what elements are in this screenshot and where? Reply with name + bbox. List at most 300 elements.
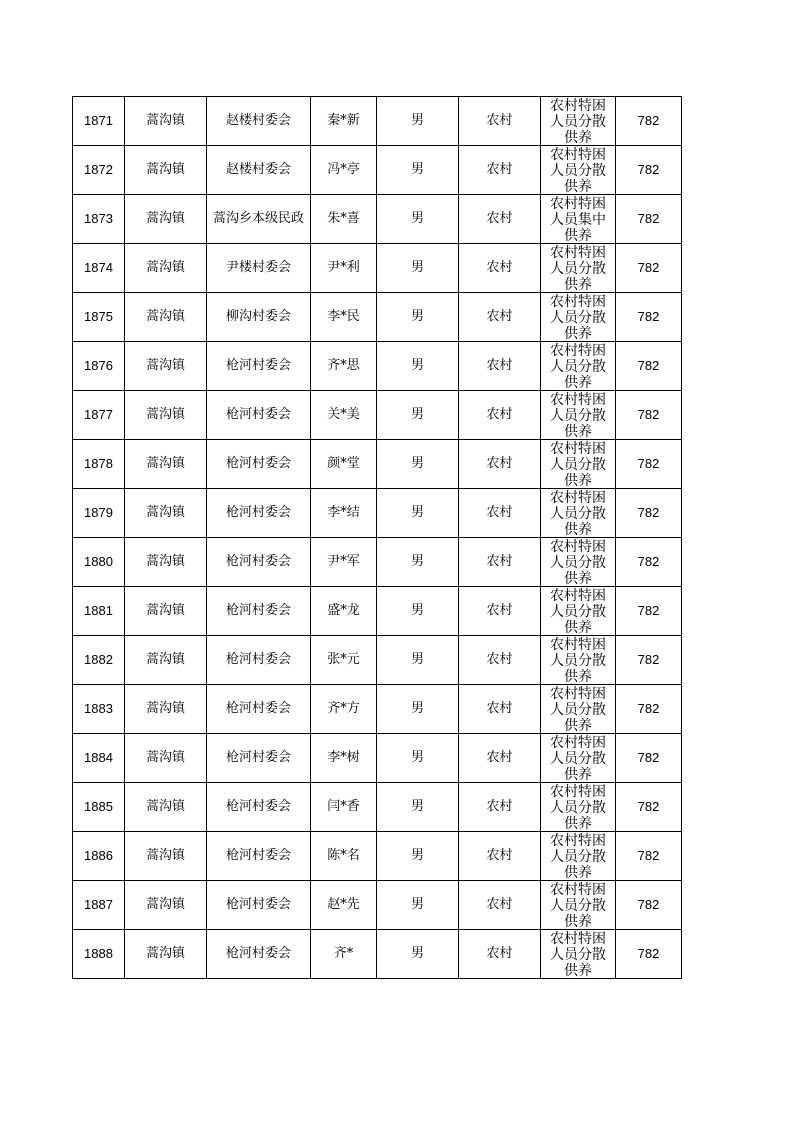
village-committee-cell-text: 赵楼村委会	[225, 113, 291, 128]
town-cell-text: 蒿沟镇	[145, 309, 185, 324]
gender-cell-text: 男	[410, 554, 424, 569]
table-row	[73, 244, 682, 293]
amount-cell	[616, 244, 682, 293]
gender-cell-text: 男	[410, 652, 424, 667]
residence-type-cell-text: 农村	[486, 505, 513, 520]
gender-cell-text: 男	[410, 946, 424, 961]
amount-cell-text: 782	[637, 407, 660, 422]
serial-number-cell	[73, 440, 125, 489]
amount-cell	[616, 783, 682, 832]
village-committee-cell	[207, 832, 311, 881]
residence-type-cell-text: 农村	[486, 113, 513, 128]
serial-number-cell	[73, 587, 125, 636]
residence-type-cell	[459, 538, 541, 587]
support-category-cell	[541, 783, 616, 832]
support-category-cell	[541, 195, 616, 244]
person-name-cell	[311, 636, 377, 685]
village-committee-cell	[207, 97, 311, 146]
residence-type-cell-text: 农村	[486, 799, 513, 814]
gender-cell-text: 男	[410, 848, 424, 863]
table-row	[73, 97, 682, 146]
serial-number-cell	[73, 538, 125, 587]
town-cell	[125, 587, 207, 636]
residence-type-cell-text: 农村	[486, 211, 513, 226]
person-name-cell-text: 关*美	[327, 407, 360, 422]
support-category-cell-text: 农村特困人员分散供养	[550, 686, 606, 733]
serial-number-cell	[73, 783, 125, 832]
amount-cell	[616, 538, 682, 587]
support-category-cell	[541, 930, 616, 979]
amount-cell	[616, 930, 682, 979]
residence-type-cell	[459, 685, 541, 734]
village-committee-cell	[207, 587, 311, 636]
gender-cell-text: 男	[410, 456, 424, 471]
amount-cell-text: 782	[637, 701, 660, 716]
gender-cell-text: 男	[410, 260, 424, 275]
amount-cell-text: 782	[637, 750, 660, 765]
gender-cell-text: 男	[410, 701, 424, 716]
serial-number-cell-text: 1880	[84, 554, 113, 569]
serial-number-cell	[73, 685, 125, 734]
town-cell-text: 蒿沟镇	[145, 162, 185, 177]
residence-type-cell	[459, 97, 541, 146]
residence-type-cell	[459, 195, 541, 244]
gender-cell	[377, 146, 459, 195]
amount-cell-text: 782	[637, 799, 660, 814]
table-row	[73, 832, 682, 881]
amount-cell	[616, 881, 682, 930]
serial-number-cell-text: 1871	[84, 113, 113, 128]
gender-cell	[377, 391, 459, 440]
town-cell	[125, 783, 207, 832]
person-name-cell-text: 颜*堂	[327, 456, 360, 471]
support-category-cell-text: 农村特困人员分散供养	[550, 245, 606, 292]
serial-number-cell	[73, 636, 125, 685]
person-name-cell-text: 齐*方	[327, 701, 360, 716]
amount-cell-text: 782	[637, 652, 660, 667]
table-row	[73, 293, 682, 342]
residence-type-cell-text: 农村	[486, 946, 513, 961]
residence-type-cell-text: 农村	[486, 652, 513, 667]
serial-number-cell	[73, 97, 125, 146]
town-cell	[125, 97, 207, 146]
village-committee-cell	[207, 244, 311, 293]
town-cell	[125, 685, 207, 734]
village-committee-cell	[207, 734, 311, 783]
gender-cell-text: 男	[410, 211, 424, 226]
support-category-cell	[541, 342, 616, 391]
town-cell-text: 蒿沟镇	[145, 848, 185, 863]
beneficiary-table	[72, 96, 682, 979]
village-committee-cell-text: 枪河村委会	[225, 897, 291, 912]
person-name-cell	[311, 195, 377, 244]
gender-cell	[377, 685, 459, 734]
table-row	[73, 636, 682, 685]
residence-type-cell	[459, 391, 541, 440]
residence-type-cell	[459, 783, 541, 832]
residence-type-cell	[459, 832, 541, 881]
residence-type-cell-text: 农村	[486, 162, 513, 177]
gender-cell-text: 男	[410, 505, 424, 520]
gender-cell	[377, 489, 459, 538]
village-committee-cell	[207, 440, 311, 489]
serial-number-cell-text: 1887	[84, 897, 113, 912]
support-category-cell	[541, 244, 616, 293]
gender-cell	[377, 538, 459, 587]
person-name-cell	[311, 391, 377, 440]
serial-number-cell	[73, 195, 125, 244]
gender-cell-text: 男	[410, 750, 424, 765]
town-cell-text: 蒿沟镇	[145, 799, 185, 814]
residence-type-cell	[459, 881, 541, 930]
residence-type-cell	[459, 489, 541, 538]
serial-number-cell	[73, 734, 125, 783]
support-category-cell	[541, 440, 616, 489]
town-cell-text: 蒿沟镇	[145, 946, 185, 961]
gender-cell	[377, 342, 459, 391]
support-category-cell-text: 农村特困人员分散供养	[550, 294, 606, 341]
amount-cell-text: 782	[637, 162, 660, 177]
table-row	[73, 342, 682, 391]
town-cell	[125, 342, 207, 391]
person-name-cell-text: 李*树	[327, 750, 360, 765]
amount-cell-text: 782	[637, 358, 660, 373]
serial-number-cell	[73, 146, 125, 195]
town-cell	[125, 195, 207, 244]
residence-type-cell-text: 农村	[486, 407, 513, 422]
village-committee-cell	[207, 293, 311, 342]
person-name-cell	[311, 685, 377, 734]
town-cell-text: 蒿沟镇	[145, 260, 185, 275]
village-committee-cell	[207, 881, 311, 930]
village-committee-cell	[207, 391, 311, 440]
town-cell	[125, 489, 207, 538]
support-category-cell	[541, 734, 616, 783]
support-category-cell-text: 农村特困人员分散供养	[550, 588, 606, 635]
town-cell	[125, 538, 207, 587]
village-committee-cell-text: 枪河村委会	[225, 554, 291, 569]
residence-type-cell	[459, 342, 541, 391]
gender-cell-text: 男	[410, 799, 424, 814]
support-category-cell	[541, 538, 616, 587]
support-category-cell	[541, 881, 616, 930]
person-name-cell-text: 张*元	[327, 652, 360, 667]
serial-number-cell	[73, 293, 125, 342]
town-cell-text: 蒿沟镇	[145, 113, 185, 128]
residence-type-cell	[459, 293, 541, 342]
residence-type-cell-text: 农村	[486, 701, 513, 716]
serial-number-cell-text: 1883	[84, 701, 113, 716]
person-name-cell-text: 尹*利	[327, 260, 360, 275]
town-cell	[125, 881, 207, 930]
amount-cell	[616, 489, 682, 538]
village-committee-cell-text: 枪河村委会	[225, 799, 291, 814]
residence-type-cell-text: 农村	[486, 309, 513, 324]
town-cell	[125, 293, 207, 342]
support-category-cell	[541, 489, 616, 538]
town-cell-text: 蒿沟镇	[145, 456, 185, 471]
serial-number-cell	[73, 391, 125, 440]
person-name-cell-text: 冯*亭	[327, 162, 360, 177]
support-category-cell	[541, 391, 616, 440]
person-name-cell-text: 秦*新	[327, 113, 360, 128]
amount-cell-text: 782	[637, 456, 660, 471]
support-category-cell-text: 农村特困人员分散供养	[550, 147, 606, 194]
residence-type-cell	[459, 146, 541, 195]
gender-cell	[377, 636, 459, 685]
town-cell-text: 蒿沟镇	[145, 211, 185, 226]
support-category-cell-text: 农村特困人员分散供养	[550, 343, 606, 390]
person-name-cell	[311, 244, 377, 293]
village-committee-cell-text: 枪河村委会	[225, 407, 291, 422]
amount-cell	[616, 440, 682, 489]
serial-number-cell-text: 1874	[84, 260, 113, 275]
person-name-cell	[311, 538, 377, 587]
village-committee-cell	[207, 783, 311, 832]
residence-type-cell-text: 农村	[486, 848, 513, 863]
town-cell-text: 蒿沟镇	[145, 897, 185, 912]
town-cell	[125, 734, 207, 783]
amount-cell-text: 782	[637, 848, 660, 863]
gender-cell	[377, 930, 459, 979]
amount-cell-text: 782	[637, 211, 660, 226]
village-committee-cell	[207, 636, 311, 685]
town-cell-text: 蒿沟镇	[145, 407, 185, 422]
gender-cell	[377, 97, 459, 146]
person-name-cell-text: 盛*龙	[327, 603, 360, 618]
serial-number-cell	[73, 244, 125, 293]
residence-type-cell	[459, 440, 541, 489]
village-committee-cell	[207, 489, 311, 538]
town-cell-text: 蒿沟镇	[145, 750, 185, 765]
gender-cell-text: 男	[410, 897, 424, 912]
gender-cell	[377, 832, 459, 881]
table-row	[73, 881, 682, 930]
gender-cell-text: 男	[410, 407, 424, 422]
gender-cell-text: 男	[410, 603, 424, 618]
table-row	[73, 195, 682, 244]
gender-cell-text: 男	[410, 358, 424, 373]
serial-number-cell-text: 1878	[84, 456, 113, 471]
residence-type-cell	[459, 930, 541, 979]
serial-number-cell	[73, 930, 125, 979]
person-name-cell	[311, 832, 377, 881]
gender-cell	[377, 195, 459, 244]
gender-cell	[377, 244, 459, 293]
amount-cell-text: 782	[637, 946, 660, 961]
amount-cell	[616, 734, 682, 783]
village-committee-cell	[207, 342, 311, 391]
residence-type-cell	[459, 587, 541, 636]
village-committee-cell-text: 蒿沟乡本级民政	[213, 211, 305, 226]
serial-number-cell	[73, 832, 125, 881]
residence-type-cell-text: 农村	[486, 456, 513, 471]
person-name-cell-text: 赵*先	[327, 897, 360, 912]
village-committee-cell-text: 柳沟村委会	[225, 309, 291, 324]
amount-cell	[616, 391, 682, 440]
village-committee-cell-text: 枪河村委会	[225, 603, 291, 618]
town-cell	[125, 244, 207, 293]
serial-number-cell-text: 1882	[84, 652, 113, 667]
support-category-cell	[541, 587, 616, 636]
table-row	[73, 391, 682, 440]
support-category-cell-text: 农村特困人员分散供养	[550, 539, 606, 586]
table-row	[73, 440, 682, 489]
village-committee-cell-text: 枪河村委会	[225, 848, 291, 863]
town-cell-text: 蒿沟镇	[145, 603, 185, 618]
support-category-cell-text: 农村特困人员分散供养	[550, 931, 606, 978]
residence-type-cell-text: 农村	[486, 358, 513, 373]
gender-cell	[377, 734, 459, 783]
support-category-cell-text: 农村特困人员分散供养	[550, 784, 606, 831]
town-cell	[125, 391, 207, 440]
person-name-cell-text: 陈*名	[327, 848, 360, 863]
gender-cell	[377, 881, 459, 930]
village-committee-cell-text: 枪河村委会	[225, 750, 291, 765]
village-committee-cell-text: 枪河村委会	[225, 652, 291, 667]
town-cell	[125, 930, 207, 979]
town-cell	[125, 440, 207, 489]
gender-cell	[377, 440, 459, 489]
residence-type-cell-text: 农村	[486, 554, 513, 569]
serial-number-cell-text: 1877	[84, 407, 113, 422]
person-name-cell	[311, 97, 377, 146]
amount-cell	[616, 97, 682, 146]
serial-number-cell	[73, 489, 125, 538]
serial-number-cell-text: 1884	[84, 750, 113, 765]
amount-cell-text: 782	[637, 309, 660, 324]
support-category-cell-text: 农村特困人员分散供养	[550, 882, 606, 929]
serial-number-cell-text: 1879	[84, 505, 113, 520]
village-committee-cell-text: 赵楼村委会	[225, 162, 291, 177]
gender-cell-text: 男	[410, 113, 424, 128]
table-row	[73, 734, 682, 783]
amount-cell-text: 782	[637, 554, 660, 569]
residence-type-cell-text: 农村	[486, 603, 513, 618]
residence-type-cell	[459, 734, 541, 783]
table-row	[73, 783, 682, 832]
amount-cell-text: 782	[637, 505, 660, 520]
serial-number-cell-text: 1888	[84, 946, 113, 961]
serial-number-cell-text: 1876	[84, 358, 113, 373]
table-row	[73, 685, 682, 734]
person-name-cell	[311, 783, 377, 832]
residence-type-cell	[459, 636, 541, 685]
support-category-cell-text: 农村特困人员分散供养	[550, 490, 606, 537]
support-category-cell	[541, 97, 616, 146]
person-name-cell	[311, 881, 377, 930]
gender-cell	[377, 293, 459, 342]
person-name-cell	[311, 146, 377, 195]
serial-number-cell-text: 1881	[84, 603, 113, 618]
support-category-cell	[541, 636, 616, 685]
village-committee-cell-text: 枪河村委会	[225, 456, 291, 471]
person-name-cell-text: 李*民	[327, 309, 360, 324]
person-name-cell-text: 齐*思	[327, 358, 360, 373]
residence-type-cell-text: 农村	[486, 260, 513, 275]
village-committee-cell-text: 枪河村委会	[225, 946, 291, 961]
support-category-cell	[541, 832, 616, 881]
support-category-cell	[541, 293, 616, 342]
gender-cell	[377, 783, 459, 832]
support-category-cell	[541, 146, 616, 195]
person-name-cell	[311, 734, 377, 783]
amount-cell	[616, 685, 682, 734]
support-category-cell-text: 农村特困人员分散供养	[550, 392, 606, 439]
town-cell-text: 蒿沟镇	[145, 358, 185, 373]
amount-cell	[616, 636, 682, 685]
support-category-cell-text: 农村特困人员分散供养	[550, 441, 606, 488]
person-name-cell-text: 尹*军	[327, 554, 360, 569]
serial-number-cell-text: 1873	[84, 211, 113, 226]
gender-cell-text: 男	[410, 309, 424, 324]
support-category-cell-text: 农村特困人员分散供养	[550, 637, 606, 684]
town-cell-text: 蒿沟镇	[145, 652, 185, 667]
serial-number-cell-text: 1885	[84, 799, 113, 814]
person-name-cell	[311, 440, 377, 489]
serial-number-cell-text: 1886	[84, 848, 113, 863]
town-cell	[125, 146, 207, 195]
serial-number-cell	[73, 881, 125, 930]
table-row	[73, 538, 682, 587]
person-name-cell-text: 齐*	[333, 946, 354, 961]
village-committee-cell	[207, 195, 311, 244]
amount-cell	[616, 293, 682, 342]
town-cell-text: 蒿沟镇	[145, 701, 185, 716]
gender-cell-text: 男	[410, 162, 424, 177]
village-committee-cell-text: 枪河村委会	[225, 505, 291, 520]
support-category-cell	[541, 685, 616, 734]
residence-type-cell	[459, 244, 541, 293]
amount-cell-text: 782	[637, 897, 660, 912]
table-body	[73, 97, 682, 979]
town-cell	[125, 636, 207, 685]
person-name-cell	[311, 587, 377, 636]
amount-cell	[616, 587, 682, 636]
amount-cell	[616, 195, 682, 244]
support-category-cell-text: 农村特困人员分散供养	[550, 735, 606, 782]
serial-number-cell-text: 1875	[84, 309, 113, 324]
person-name-cell-text: 李*结	[327, 505, 360, 520]
serial-number-cell	[73, 342, 125, 391]
village-committee-cell	[207, 538, 311, 587]
person-name-cell	[311, 342, 377, 391]
village-committee-cell	[207, 146, 311, 195]
table-row	[73, 146, 682, 195]
support-category-cell-text: 农村特困人员分散供养	[550, 833, 606, 880]
amount-cell	[616, 146, 682, 195]
person-name-cell	[311, 293, 377, 342]
table-row	[73, 587, 682, 636]
village-committee-cell-text: 枪河村委会	[225, 701, 291, 716]
town-cell-text: 蒿沟镇	[145, 505, 185, 520]
village-committee-cell-text: 尹楼村委会	[225, 260, 291, 275]
town-cell-text: 蒿沟镇	[145, 554, 185, 569]
serial-number-cell-text: 1872	[84, 162, 113, 177]
residence-type-cell-text: 农村	[486, 897, 513, 912]
person-name-cell-text: 闫*香	[327, 799, 360, 814]
amount-cell-text: 782	[637, 603, 660, 618]
support-category-cell-text: 农村特困人员分散供养	[550, 98, 606, 145]
amount-cell	[616, 832, 682, 881]
village-committee-cell-text: 枪河村委会	[225, 358, 291, 373]
person-name-cell-text: 朱*喜	[327, 211, 360, 226]
village-committee-cell	[207, 685, 311, 734]
support-category-cell-text: 农村特困人员集中供养	[550, 196, 606, 243]
table-row	[73, 489, 682, 538]
gender-cell	[377, 587, 459, 636]
person-name-cell	[311, 489, 377, 538]
